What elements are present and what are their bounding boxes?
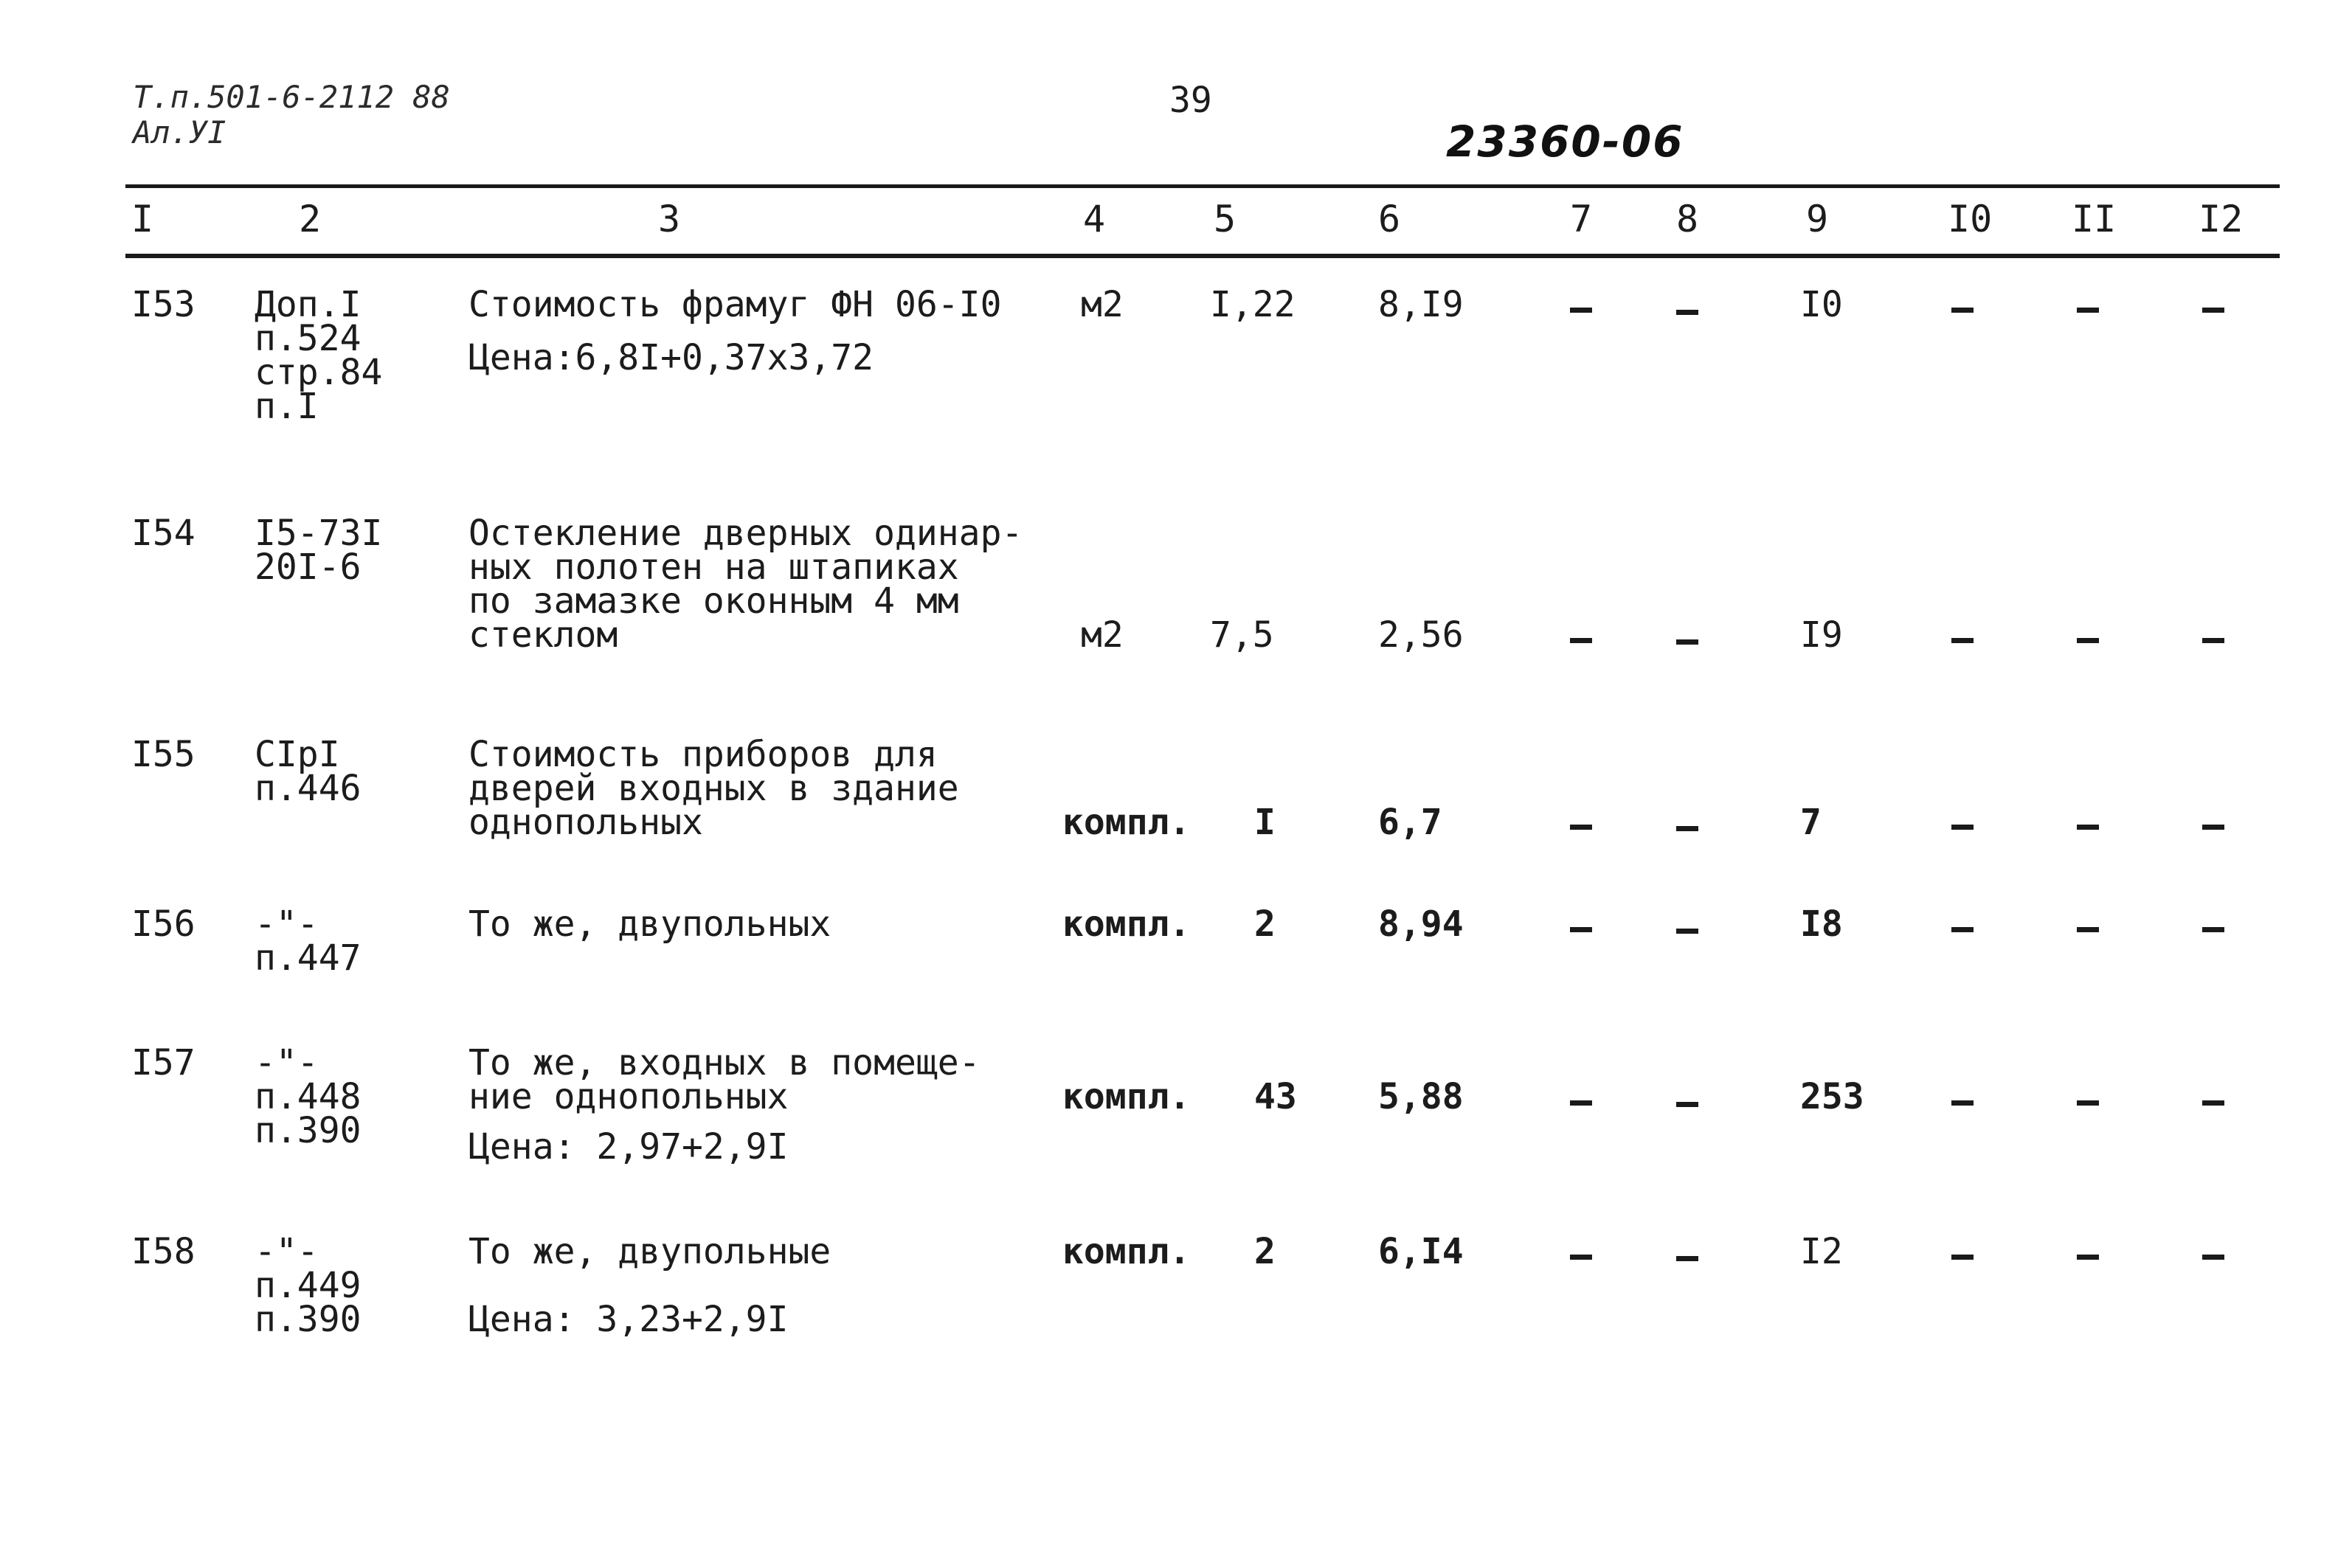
empty-dash xyxy=(2202,308,2224,313)
quantity: 43 xyxy=(1254,1076,1297,1117)
document-reference xyxy=(133,80,450,150)
empty-dash xyxy=(1570,1255,1592,1260)
description-line: стеклом xyxy=(468,614,618,656)
source-line: п.524 xyxy=(255,318,362,359)
empty-dash xyxy=(2202,927,2224,932)
description-line: дверей входных в здание xyxy=(468,768,959,809)
column-header: II xyxy=(2072,198,2117,240)
empty-dash xyxy=(2202,1100,2224,1106)
source-line: п.447 xyxy=(255,937,362,979)
empty-dash xyxy=(1570,638,1592,643)
row-number: I57 xyxy=(131,1042,196,1083)
description-line: Остекление дверных одинар- xyxy=(468,513,1023,554)
description-line: ние однопольных xyxy=(468,1076,789,1117)
description-line: То же, входных в помеще- xyxy=(468,1042,980,1083)
source-reference xyxy=(255,1231,362,1340)
column-header: 8 xyxy=(1676,198,1699,240)
source-line: -"- xyxy=(255,1231,319,1272)
source-line: п.446 xyxy=(255,768,362,809)
source-line: CIpI xyxy=(255,734,340,775)
price-note: Цена: 3,23+2,9I xyxy=(468,1299,789,1340)
source-line: п.390 xyxy=(255,1299,362,1340)
unit: компл. xyxy=(1062,802,1191,843)
reference-line-2: Ал.УI xyxy=(133,114,226,150)
source-reference xyxy=(255,513,383,588)
empty-dash xyxy=(1570,927,1592,932)
work-description xyxy=(468,284,1002,325)
description-line: Стоимость фрамуг ФН 06-I0 xyxy=(468,284,1002,325)
document-code: 23360-06 xyxy=(1446,117,1684,167)
source-line: I5-73I xyxy=(255,513,383,554)
empty-dash xyxy=(2077,638,2099,643)
page-number: 39 xyxy=(1169,80,1212,121)
column-header: 6 xyxy=(1378,198,1401,240)
table-top-rule xyxy=(125,184,2280,188)
row-number: I56 xyxy=(131,903,196,945)
row-number: I55 xyxy=(131,734,196,775)
unit: компл. xyxy=(1062,1076,1191,1117)
quantity: I,22 xyxy=(1210,284,1296,325)
source-line: п.449 xyxy=(255,1265,362,1306)
empty-dash xyxy=(2077,1255,2099,1260)
source-line: стр.84 xyxy=(255,352,383,393)
source-reference xyxy=(255,284,383,427)
description-line: Стоимость приборов для xyxy=(468,734,938,775)
row-number: I54 xyxy=(131,513,196,554)
empty-dash xyxy=(2077,927,2099,932)
empty-dash xyxy=(1951,927,1974,932)
empty-dash xyxy=(2202,1255,2224,1260)
source-line: 20I-6 xyxy=(255,547,362,588)
source-reference xyxy=(255,1042,362,1151)
source-line: -"- xyxy=(255,903,319,945)
empty-dash xyxy=(2077,825,2099,830)
empty-dash xyxy=(1570,825,1592,830)
description-line: ных полотен на штапиках xyxy=(468,547,959,588)
work-description xyxy=(468,903,831,945)
empty-dash xyxy=(2202,638,2224,643)
description-line: однопольных xyxy=(468,802,703,843)
work-description xyxy=(468,513,1023,656)
total-value: I9 xyxy=(1800,614,1843,656)
row-number: I53 xyxy=(131,284,196,325)
empty-dash xyxy=(1570,308,1592,313)
empty-dash xyxy=(1676,310,1698,315)
total-value: I8 xyxy=(1800,903,1843,945)
source-line: п.448 xyxy=(255,1076,362,1117)
description-line: То же, двупольные xyxy=(468,1231,831,1272)
reference-line-1: Т.п.501-6-2112 88 xyxy=(133,79,450,115)
total-value: 7 xyxy=(1800,802,1822,843)
description-line: по замазке оконным 4 мм xyxy=(468,580,959,622)
table-header-rule xyxy=(125,254,2280,258)
unit-cost: 6,7 xyxy=(1378,802,1442,843)
empty-dash xyxy=(1951,638,1974,643)
source-line: -"- xyxy=(255,1042,319,1083)
description-line: То же, двупольных xyxy=(468,903,831,945)
total-value: 253 xyxy=(1800,1076,1864,1117)
quantity: I xyxy=(1254,802,1276,843)
quantity: 7,5 xyxy=(1210,614,1274,656)
work-description xyxy=(468,1231,831,1272)
column-header: 2 xyxy=(299,198,322,240)
unit-cost: 8,94 xyxy=(1378,903,1464,945)
empty-dash xyxy=(1951,1100,1974,1106)
quantity: 2 xyxy=(1254,1231,1276,1272)
empty-dash xyxy=(1951,1255,1974,1260)
total-value: I0 xyxy=(1800,284,1843,325)
work-description xyxy=(468,734,959,843)
unit-cost: 6,I4 xyxy=(1378,1231,1464,1272)
unit-cost: 8,I9 xyxy=(1378,284,1464,325)
empty-dash xyxy=(1676,1102,1698,1107)
unit: м2 xyxy=(1081,614,1124,656)
empty-dash xyxy=(1676,929,1698,934)
row-number: I58 xyxy=(131,1231,196,1272)
source-line: п.390 xyxy=(255,1110,362,1151)
work-description xyxy=(468,1042,980,1117)
source-reference xyxy=(255,903,362,979)
unit: м2 xyxy=(1081,284,1124,325)
empty-dash xyxy=(1951,825,1974,830)
column-header: 7 xyxy=(1570,198,1593,240)
price-note: Цена: 2,97+2,9I xyxy=(468,1126,789,1168)
total-value: I2 xyxy=(1800,1231,1843,1272)
column-header: 4 xyxy=(1083,198,1106,240)
source-line: п.I xyxy=(255,386,319,427)
column-header: 5 xyxy=(1214,198,1236,240)
column-header: 3 xyxy=(658,198,681,240)
empty-dash xyxy=(2202,825,2224,830)
unit-cost: 2,56 xyxy=(1378,614,1464,656)
empty-dash xyxy=(2077,1100,2099,1106)
unit: компл. xyxy=(1062,903,1191,945)
unit-cost: 5,88 xyxy=(1378,1076,1464,1117)
empty-dash xyxy=(1570,1100,1592,1106)
empty-dash xyxy=(1676,639,1698,645)
quantity: 2 xyxy=(1254,903,1276,945)
column-header: 9 xyxy=(1806,198,1829,240)
source-reference xyxy=(255,734,362,809)
column-header: I0 xyxy=(1948,198,1993,240)
empty-dash xyxy=(1951,308,1974,313)
unit: компл. xyxy=(1062,1231,1191,1272)
empty-dash xyxy=(1676,826,1698,831)
column-header: I2 xyxy=(2199,198,2244,240)
column-header: I xyxy=(131,198,154,240)
empty-dash xyxy=(1676,1256,1698,1261)
empty-dash xyxy=(2077,308,2099,313)
price-note: Цена:6,8I+0,37х3,72 xyxy=(468,337,874,378)
source-line: Доп.I xyxy=(255,284,362,325)
